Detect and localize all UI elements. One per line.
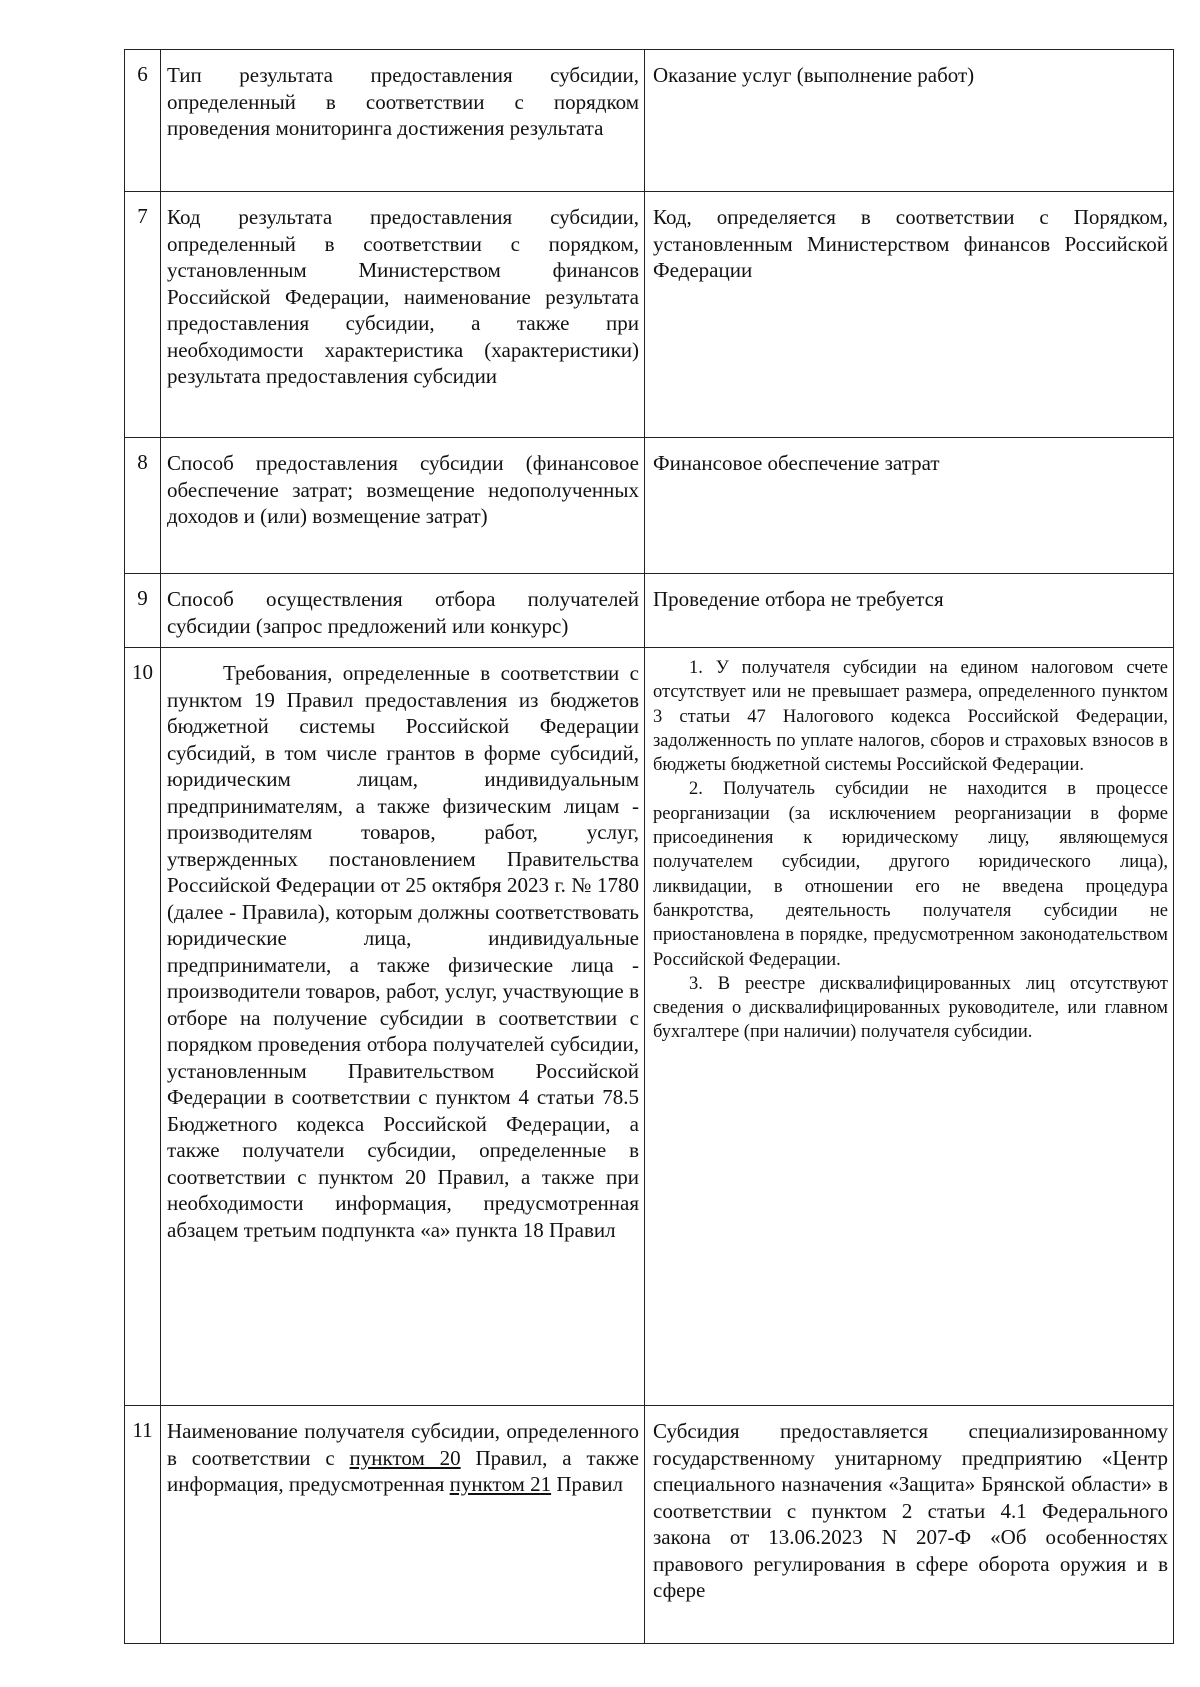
criterion-text: Требования, определенные в соответствии с пунктом 19 Правил предоставления из бюджетов бюджетной системы Российской Федерации субсидий, в том числе грантов в форме субсидий, юридическим лицам, индивидуальным предпринимателям, а также физическим лицам - производителям товаров, работ, услуг, утвержденных постановлением Правительства Российской Федерации от 25 октября 2023 г. № 1780 (далее - Правила), которым должны соответствовать юридические лица, индивидуальные предприниматели, а также физические лица - производители товаров, работ, услуг, участвующие в отборе на получение субсидии в соответствии с порядком проведения отбора получателей субсидии, установленным Правительством Российской Федерации в соответствии с пунктом 4 статьи 78.5 Бюджетного кодекса Российской Федерации, а также получатели субсидии, определенные в соответствии с пунктом 20 Правил, а также при необходимости информация, предусмотренная абзацем третьим подпункта «а» пункта 18 Правил (167, 661, 639, 1242)
table-row-7 (125, 192, 1174, 438)
criterion-text-part: Правил, а также информация, предусмотренная (167, 1445, 639, 1496)
table-row-10 (125, 648, 1174, 1406)
table-row-8 (125, 438, 1174, 574)
value-cell: Финансовое обеспечение затрат (645, 438, 1174, 574)
criterion-text-part: Правил (551, 1472, 623, 1496)
criterion-cell: Тип результата предоставления субсидии, определенный в соответствии с порядком проведения мониторинга достижения результата (161, 50, 645, 192)
table-row-6 (125, 50, 1174, 192)
row-number: 11 (125, 1406, 161, 1644)
value-cell (645, 648, 1174, 1406)
row-number: 8 (125, 438, 161, 574)
link-punkt-21[interactable]: пунктом 21 (449, 1472, 552, 1496)
requirement-item-3: 3. В реестре дисквалифицированных лиц отсутствуют сведения о дисквалифицированных руководителе, или главном бухгалтере (при наличии) получателя субсидии. (653, 973, 1168, 1043)
table-row-9 (125, 574, 1174, 648)
subsidy-parameters-table (124, 49, 1174, 1644)
criterion-cell (161, 648, 645, 1406)
table-row-11 (125, 1406, 1174, 1644)
row-number: 9 (125, 574, 161, 648)
value-cell: Оказание услуг (выполнение работ) (645, 50, 1174, 192)
criterion-cell: Способ осуществления отбора получателей субсидии (запрос предложений или конкурс) (161, 574, 645, 648)
requirement-item-2: 2. Получатель субсидии не находится в процессе реорганизации (за исключением реорганизации в форме присоединения к юридическому лицу, являющемуся получателем субсидии, другого юридического лица), ликвидации, в отношении его не введена процедура банкротства, деятельность получателя субсидии не приостановлена в порядке, предусмотренном законодательством Российской Федерации. (653, 779, 1168, 970)
row-number: 7 (125, 192, 161, 438)
criterion-cell: Код результата предоставления субсидии, определенный в соответствии с порядком, установленным Министерством финансов Российской Федерации, наименование результата предоставления субсидии, а также при необходимости характеристика (характеристики) результата предоставления субсидии (161, 192, 645, 438)
row-number: 6 (125, 50, 161, 192)
criterion-cell (161, 1406, 645, 1644)
criterion-text-part: Наименование получателя субсидии, определенного в соответствии с (167, 1419, 639, 1470)
requirement-item-1: 1. У получателя субсидии на едином налоговом счете отсутствует или не превышает размера, определенного пунктом 3 статьи 47 Налогового кодекса Российской Федерации, задолженность по уплате налогов, сборов и страховых взносов в бюджеты бюджетной системы Российской Федерации. (653, 658, 1168, 776)
value-cell: Субсидия предоставляется специализированному государственному унитарному предприятию «Центр специального назначения «Защита» Брянской области» в соответствии с пунктом 2 статьи 4.1 Федерального закона от 13.06.2023 N 207-Ф «Об особенностях правового регулирования в сфере оборота оружия и в сфере (645, 1406, 1174, 1644)
link-punkt-20[interactable]: пунктом 20 (349, 1445, 461, 1470)
value-cell: Код, определяется в соответствии с Порядком, установленным Министерством финансов Российской Федерации (645, 192, 1174, 438)
row-number: 10 (125, 648, 161, 1406)
criterion-cell: Способ предоставления субсидии (финансовое обеспечение затрат; возмещение недополученных доходов и (или) возмещение затрат) (161, 438, 645, 574)
value-cell: Проведение отбора не требуется (645, 574, 1174, 648)
